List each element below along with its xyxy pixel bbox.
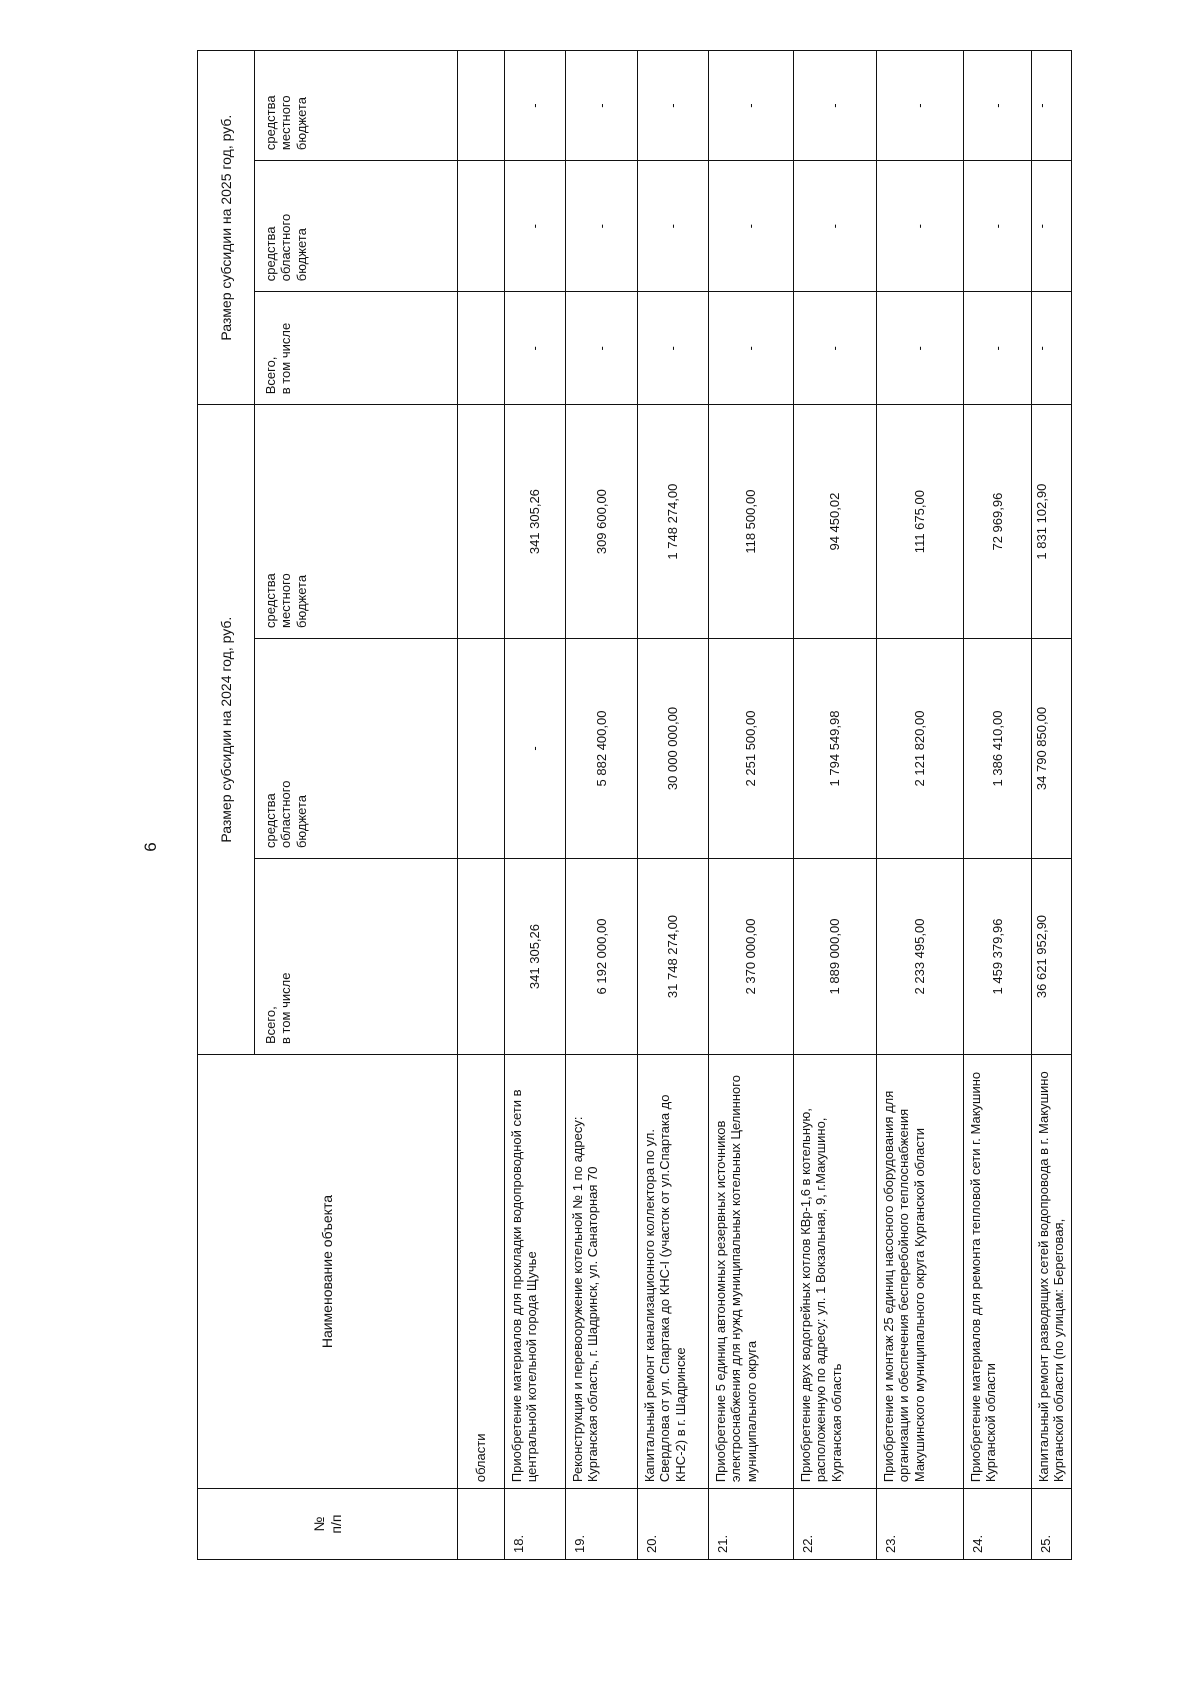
local-2025: - [1032,51,1072,161]
local-2024: 94 450,02 [794,405,877,639]
rotated-table-wrapper [197,50,1067,1560]
section-empty-cell [458,638,505,858]
row-num: 22. [794,1489,877,1560]
local-2025: - [638,51,709,161]
regional-2025: - [566,161,638,292]
total-2025: - [638,292,709,405]
table-row [566,51,638,1560]
row-name: Приобретение материалов для ремонта тепловой сети г. Макушино Курганской области [964,1055,1032,1489]
local-2025: - [505,51,566,161]
total-2025: - [1032,292,1072,405]
regional-2025: - [964,161,1032,292]
row-num: 21. [709,1489,794,1560]
subsidy-table [197,50,1072,1560]
row-name: Приобретение материалов для прокладки водопроводной сети в центральной котельной города Щучье [505,1055,566,1489]
regional-2024: 1 386 410,00 [964,638,1032,858]
regional-2025: - [794,161,877,292]
regional-2024: 5 882 400,00 [566,638,638,858]
row-name: Реконструкция и перевооружение котельной № 1 по адресу: Курганская область, г. Шадринск, ул. Санаторная 70 [566,1055,638,1489]
regional-2025: - [877,161,964,292]
header-regional-2024: средства областного бюджета [255,638,458,858]
local-2024: 72 969,96 [964,405,1032,639]
local-2024: 1 831 102,90 [1032,405,1072,639]
row-num: 23. [877,1489,964,1560]
local-2025: - [964,51,1032,161]
row-num: 20. [638,1489,709,1560]
header-local-2024: средства местного бюджета [255,405,458,639]
header-total-2025: Всего, в том числе [255,292,458,405]
header-name: Наименование объекта [198,1055,458,1489]
local-2024: 118 500,00 [709,405,794,639]
header-num: № п/п [198,1489,458,1560]
table-row [794,51,877,1560]
row-num: 25. [1032,1489,1072,1560]
section-empty-cell [458,405,505,639]
local-2025: - [794,51,877,161]
total-2024: 36 621 952,90 [1032,859,1072,1055]
row-name: Капитальный ремонт канализационного коллектора по ул. Свердлова от ул. Спартака до КНС-I (участок от ул.Спартака до КНС-2) в г. Шадринске [638,1055,709,1489]
table-row [964,51,1032,1560]
regional-2025: - [638,161,709,292]
row-name: Капитальный ремонт разводящих сетей водопровода в г. Макушино Курганской области (по улицам: Береговая, [1032,1055,1072,1489]
local-2024: 111 675,00 [877,405,964,639]
local-2024: 341 305,26 [505,405,566,639]
regional-2024: 2 251 500,00 [709,638,794,858]
row-name: Приобретение 5 единиц автономных резервных источников электроснабжения для нужд муниципальных котельных Целинного муниципального округа [709,1055,794,1489]
local-2025: - [566,51,638,161]
table-row [709,51,794,1560]
regional-2025: - [709,161,794,292]
page-number: 6 [141,842,160,852]
total-2025: - [709,292,794,405]
total-2024: 1 459 379,96 [964,859,1032,1055]
table-row [505,51,566,1560]
row-name: Приобретение и монтаж 25 единиц насосного оборудования для организации и обеспечения бесперебойного теплоснабжения Макушинского муниципального округа Курганской области [877,1055,964,1489]
section-label: области [458,1055,505,1489]
section-empty-cell [458,51,505,161]
table-row [877,51,964,1560]
local-2025: - [877,51,964,161]
header-group-2024: Размер субсидии на 2024 год, руб. [198,405,255,1055]
regional-2025: - [1032,161,1072,292]
row-num: 18. [505,1489,566,1560]
total-2024: 2 233 495,00 [877,859,964,1055]
header-local-2025: средства местного бюджета [255,51,458,161]
section-empty-cell [458,859,505,1055]
section-empty-cell [458,161,505,292]
total-2024: 2 370 000,00 [709,859,794,1055]
local-2024: 1 748 274,00 [638,405,709,639]
regional-2025: - [505,161,566,292]
regional-2024: 30 000 000,00 [638,638,709,858]
total-2025: - [794,292,877,405]
local-2025: - [709,51,794,161]
total-2025: - [964,292,1032,405]
total-2024: 341 305,26 [505,859,566,1055]
row-num: 24. [964,1489,1032,1560]
section-empty-cell [458,292,505,405]
regional-2024: 34 790 850,00 [1032,638,1072,858]
header-group-2025: Размер субсидии на 2025 год, руб. [198,51,255,405]
total-2024: 6 192 000,00 [566,859,638,1055]
header-regional-2025: средства областного бюджета [255,161,458,292]
row-name: Приобретение двух водогрейных котлов КВр-1,6 в котельную, расположенную по адресу: ул. 1 Вокзальная, 9, г.Макушино, Курганская область [794,1055,877,1489]
header-total-2024: Всего, в том числе [255,859,458,1055]
regional-2024: 2 121 820,00 [877,638,964,858]
total-2025: - [877,292,964,405]
total-2025: - [566,292,638,405]
regional-2024: - [505,638,566,858]
total-2024: 31 748 274,00 [638,859,709,1055]
total-2025: - [505,292,566,405]
table-row [638,51,709,1560]
regional-2024: 1 794 549,98 [794,638,877,858]
total-2024: 1 889 000,00 [794,859,877,1055]
section-row [458,51,505,1560]
row-num: 19. [566,1489,638,1560]
section-num-cell [458,1489,505,1560]
local-2024: 309 600,00 [566,405,638,639]
table-row [1032,51,1072,1560]
